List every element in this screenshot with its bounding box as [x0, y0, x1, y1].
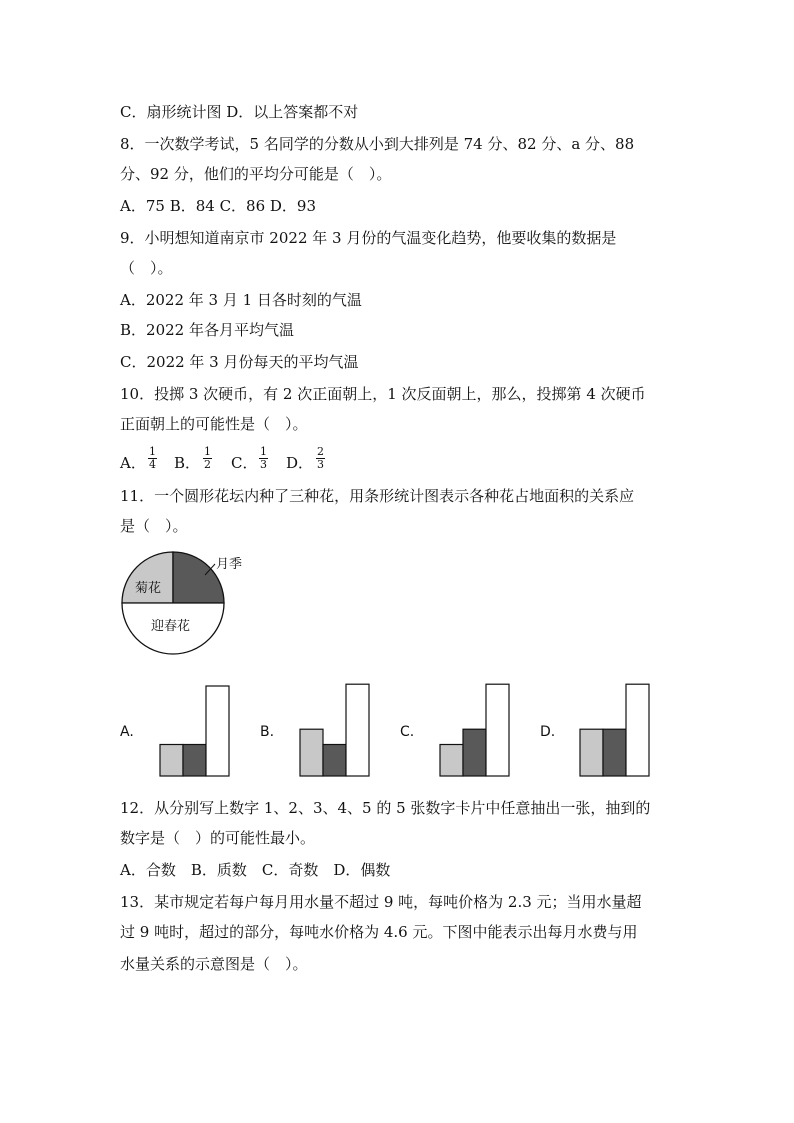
- question-9-line-1: 9．小明想知道南京市 2022 年 3 月份的气温变化趋势，他要收集的数据是: [120, 229, 617, 247]
- question-12-line-2: 数字是（ ）的可能性最小。: [120, 829, 316, 847]
- question-8-options: A．75 B．84 C．86 D．93: [120, 197, 317, 215]
- bar-option-label-d: D.: [540, 724, 556, 740]
- question-10-line-2: 正面朝上的可能性是（ ）。: [120, 415, 308, 433]
- bar-c-1: [440, 745, 463, 777]
- question-12-line-1: 12．从分别写上数字 1、2、3、4、5 的 5 张数字卡片中任意抽出一张，抽到的: [120, 799, 651, 817]
- bar-b-2: [323, 745, 346, 777]
- question-13-line-1: 13．某市规定若每户每月用水量不超过 9 吨，每吨价格为 2.3 元；当用水量超: [120, 893, 642, 911]
- bar-c-3: [486, 684, 509, 776]
- bar-a-1: [160, 745, 183, 777]
- question-13-line-3: 水量关系的示意图是（ ）。: [120, 955, 308, 973]
- bar-a-3: [206, 686, 229, 776]
- bar-b-1: [300, 729, 323, 776]
- question-10-line-1: 10．投掷 3 次硬币，有 2 次正面朝上，1 次反面朝上，那么，投掷第 4 次硬币: [120, 385, 646, 403]
- bar-d-3: [626, 684, 649, 776]
- option-a-label: A．: [120, 454, 146, 472]
- bar-d-1: [580, 729, 603, 776]
- question-9-option-b: B．2022 年各月平均气温: [120, 321, 294, 339]
- bar-chart-options: [110, 676, 670, 786]
- line-options-q7: C．扇形统计图 D．以上答案都不对: [120, 103, 359, 121]
- bar-option-label-c: C.: [400, 724, 415, 740]
- bar-a-2: [183, 745, 206, 777]
- question-9-option-a: A．2022 年 3 月 1 日各时刻的气温: [120, 291, 362, 309]
- bar-option-label-b: B.: [260, 724, 275, 740]
- option-d-label: D．: [286, 454, 314, 472]
- question-9-option-c: C．2022 年 3 月份每天的平均气温: [120, 353, 359, 371]
- question-8-line-2: 分、92 分，他们的平均分可能是（ ）。: [120, 165, 392, 183]
- fraction-one-quarter: $\frac{1}{4}$: [149, 445, 156, 471]
- bar-b-3: [346, 684, 369, 776]
- bar-d-2: [603, 729, 626, 776]
- fraction-one-half: $\frac{1}{2}$: [204, 445, 211, 471]
- fraction-one-third: $\frac{1}{3}$: [260, 445, 267, 471]
- option-b-label: B．: [174, 454, 201, 472]
- pie-label-juhua: 菊花: [135, 581, 162, 596]
- question-11-line-1: 11．一个圆形花坛内种了三种花，用条形统计图表示各种花占地面积的关系应: [120, 487, 635, 505]
- question-9-line-2: （ ）。: [120, 259, 173, 277]
- pie-label-yueji: 月季: [216, 557, 243, 572]
- question-8-line-1: 8．一次数学考试，5 名同学的分数从小到大排列是 74 分、82 分、a 分、88: [120, 135, 635, 153]
- question-13-line-2: 过 9 吨时，超过的部分，每吨水价格为 4.6 元。下图中能表示出每月水费与用: [120, 923, 638, 941]
- fraction-two-thirds: $\frac{2}{3}$: [317, 445, 324, 471]
- pie-chart: [118, 548, 248, 658]
- option-c-label: C．: [231, 454, 258, 472]
- question-12-options: A．合数 B．质数 C．奇数 D．偶数: [120, 861, 391, 879]
- question-11-line-2: 是（ ）。: [120, 517, 188, 535]
- pie-label-yingchunhua: 迎春花: [151, 619, 191, 634]
- bar-c-2: [463, 729, 486, 776]
- bar-option-label-a: A.: [120, 724, 134, 740]
